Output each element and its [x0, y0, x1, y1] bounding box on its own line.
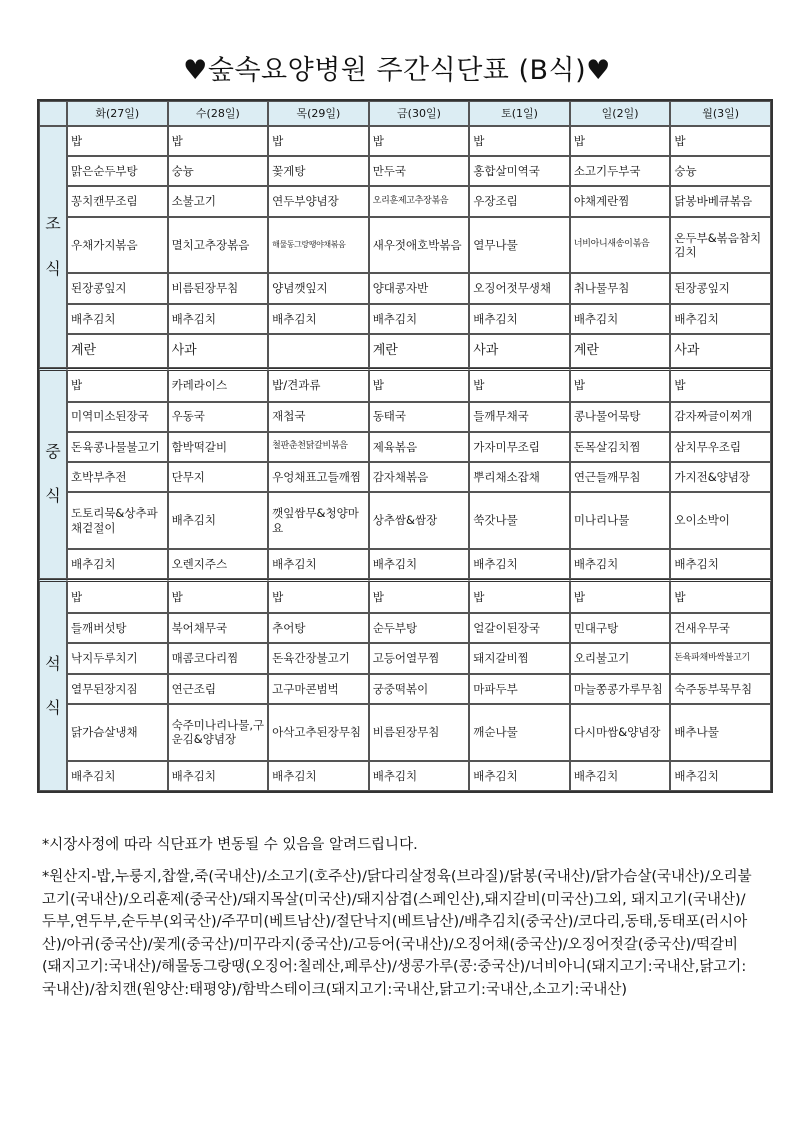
menu-cell: 상추쌈&쌈장	[369, 492, 470, 549]
menu-cell: 비름된장무침	[168, 273, 269, 303]
menu-cell: 소불고기	[168, 186, 269, 216]
menu-cell: 양대콩자반	[369, 273, 470, 303]
menu-cell: 숭늉	[670, 156, 771, 186]
menu-cell	[268, 334, 369, 368]
menu-cell: 오렌지주스	[168, 549, 269, 579]
menu-cell: 고등어열무찜	[369, 643, 470, 673]
table-row	[39, 674, 771, 704]
menu-cell: 배추김치	[268, 304, 369, 334]
menu-cell: 열무나물	[469, 217, 570, 274]
menu-cell: 깨순나물	[469, 704, 570, 761]
menu-cell: 순두부탕	[369, 613, 470, 643]
meal-label	[39, 126, 67, 368]
menu-cell: 꽁치캔무조림	[67, 186, 168, 216]
menu-cell: 감자채볶음	[369, 462, 470, 492]
menu-cell: 계란	[369, 334, 470, 368]
menu-cell: 해물동그랑땡야채볶음	[268, 217, 369, 274]
menu-cell: 사과	[469, 334, 570, 368]
meal-label-char: 식	[45, 258, 61, 278]
menu-cell: 만두국	[369, 156, 470, 186]
menu-cell: 들깨무채국	[469, 402, 570, 432]
table-row	[39, 643, 771, 673]
menu-cell: 가자미무조림	[469, 432, 570, 462]
menu-cell: 깻잎쌈무&청양마요	[268, 492, 369, 549]
day-header: 금(30일)	[369, 101, 470, 126]
table-row	[39, 432, 771, 462]
menu-cell: 콩나물어묵탕	[570, 402, 671, 432]
menu-cell: 아삭고추된장무침	[268, 704, 369, 761]
menu-cell: 단무지	[168, 462, 269, 492]
menu-cell: 배추김치	[268, 761, 369, 791]
table-row	[39, 579, 771, 613]
table-row	[39, 368, 771, 402]
menu-cell: 매콤코다리찜	[168, 643, 269, 673]
menu-cell: 마파두부	[469, 674, 570, 704]
menu-cell: 비름된장무침	[369, 704, 470, 761]
menu-cell: 닭봉바베큐볶음	[670, 186, 771, 216]
table-row	[39, 704, 771, 761]
day-header: 화(27일)	[67, 101, 168, 126]
menu-cell: 동태국	[369, 402, 470, 432]
menu-cell: 밥	[469, 126, 570, 156]
menu-cell: 꽃게탕	[268, 156, 369, 186]
menu-cell: 오리훈제고추장볶음	[369, 186, 470, 216]
notes	[42, 834, 754, 1011]
menu-cell: 돈육콩나물불고기	[67, 432, 168, 462]
menu-cell: 배추김치	[570, 304, 671, 334]
menu-cell: 북어채무국	[168, 613, 269, 643]
menu-cell: 사과	[168, 334, 269, 368]
menu-cell: 돈육간장불고기	[268, 643, 369, 673]
table-row	[39, 402, 771, 432]
menu-cell: 배추김치	[469, 761, 570, 791]
menu-cell: 배추김치	[670, 304, 771, 334]
menu-cell: 취나물무침	[570, 273, 671, 303]
day-header: 수(28일)	[168, 101, 269, 126]
menu-cell: 된장콩잎지	[67, 273, 168, 303]
menu-cell: 밥	[168, 126, 269, 156]
menu-cell: 밥	[670, 126, 771, 156]
menu-cell: 밥	[369, 368, 470, 402]
menu-cell: 미나리나물	[570, 492, 671, 549]
table-row	[39, 462, 771, 492]
menu-cell: 돈목살김치찜	[570, 432, 671, 462]
menu-cell: 열무된장지짐	[67, 674, 168, 704]
menu-cell: 밥	[67, 579, 168, 613]
menu-cell: 제육볶음	[369, 432, 470, 462]
table-row	[39, 334, 771, 368]
menu-cell: 밥	[369, 126, 470, 156]
menu-cell: 야채계란찜	[570, 186, 671, 216]
menu-cell: 배추김치	[369, 761, 470, 791]
menu-cell: 가지전&양념장	[670, 462, 771, 492]
menu-cell: 밥	[670, 368, 771, 402]
weekly-menu-table	[37, 99, 773, 793]
menu-cell: 궁중떡볶이	[369, 674, 470, 704]
menu-cell: 쑥갓나물	[469, 492, 570, 549]
table-row	[39, 492, 771, 549]
menu-cell: 재첩국	[268, 402, 369, 432]
menu-cell: 돼지갈비찜	[469, 643, 570, 673]
menu-cell: 밥	[570, 579, 671, 613]
menu-cell: 배추김치	[268, 549, 369, 579]
menu-cell: 호박부추전	[67, 462, 168, 492]
meal-label	[39, 368, 67, 580]
menu-cell: 소고기두부국	[570, 156, 671, 186]
menu-cell: 배추김치	[670, 761, 771, 791]
menu-cell: 철판춘천닭갈비볶음	[268, 432, 369, 462]
menu-cell: 추어탕	[268, 613, 369, 643]
table-row	[39, 304, 771, 334]
meal-label	[39, 579, 67, 791]
meal-label-char: 석	[45, 653, 61, 673]
menu-cell: 계란	[67, 334, 168, 368]
menu-cell: 숙주미나리나물,구운김&양념장	[168, 704, 269, 761]
menu-cell: 미역미소된장국	[67, 402, 168, 432]
menu-cell: 배추김치	[67, 761, 168, 791]
menu-cell: 우채가지볶음	[67, 217, 168, 274]
menu-cell: 배추김치	[369, 304, 470, 334]
menu-cell: 밥	[570, 126, 671, 156]
menu-cell: 너비아니새송이볶음	[570, 217, 671, 274]
meal-label-char: 식	[45, 698, 61, 718]
menu-cell: 우엉채표고들깨찜	[268, 462, 369, 492]
menu-cell: 밥/견과류	[268, 368, 369, 402]
menu-cell: 고구마콘범벅	[268, 674, 369, 704]
table-row	[39, 761, 771, 791]
origin-text: *원산지-밥,누룽지,찹쌀,죽(국내산)/소고기(호주산)/닭다리살정육(브라질)/닭봉(국내산)/닭가슴살(국내산)/오리불고기(국내산)/오리훈제(중국산)/돼지목살(미국산)/돼지삼겹(스페인산),돼지갈비(미국산)그외, 돼지고기(국내산)/두부,연두부,순두부(외국산)/주꾸미(베트남산)/절단낙지(베트남산)/배추김치(중국산)/코다리,동태,동태포(러시아산)/아귀(중국산)/꽃게(중국산)/미꾸라지(중국산)/고등어(국내산)/오징어채(중국산)/오징어젓갈(중국산)/떡갈비(돼지고기:국내산)/해물동그랑땡(오징어:칠레산,페루산)/생콩가루(콩:중국산)/너비아니(돼지고기:국내산,닭고기:국내산)/참치캔(원양산:태평양)/함박스테이크(돼지고기:국내산,닭고기:국내산,소고기:국내산)	[42, 869, 752, 998]
menu-cell: 배추김치	[67, 549, 168, 579]
page-title: ♥숲속요양병원 주간식단표 (B식)♥	[183, 55, 611, 86]
menu-cell: 배추김치	[168, 304, 269, 334]
menu-cell: 밥	[67, 126, 168, 156]
menu-cell: 돈육파채바싹불고기	[670, 643, 771, 673]
menu-cell: 온두부&볶음참치김치	[670, 217, 771, 274]
menu-cell: 숭늉	[168, 156, 269, 186]
day-header: 목(29일)	[268, 101, 369, 126]
menu-cell: 삼치무우조림	[670, 432, 771, 462]
table-row	[39, 273, 771, 303]
table-row	[39, 186, 771, 216]
menu-cell: 오징어젓무생채	[469, 273, 570, 303]
day-header: 월(3일)	[670, 101, 771, 126]
table-row	[39, 217, 771, 274]
menu-cell: 배추김치	[570, 549, 671, 579]
menu-cell: 밥	[469, 579, 570, 613]
menu-cell: 밥	[570, 368, 671, 402]
day-header-row	[39, 101, 771, 126]
table-row	[39, 549, 771, 579]
day-header: 일(2일)	[570, 101, 671, 126]
menu-cell: 오리불고기	[570, 643, 671, 673]
menu-cell: 얼갈이된장국	[469, 613, 570, 643]
menu-cell: 멸치고추장볶음	[168, 217, 269, 274]
menu-cell: 밥	[369, 579, 470, 613]
menu-cell: 배추김치	[469, 304, 570, 334]
menu-cell: 감자짜글이찌개	[670, 402, 771, 432]
menu-cell: 카레라이스	[168, 368, 269, 402]
menu-cell: 숙주동부묵무침	[670, 674, 771, 704]
menu-cell: 건새우무국	[670, 613, 771, 643]
menu-cell: 연근조림	[168, 674, 269, 704]
menu-cell: 배추나물	[670, 704, 771, 761]
menu-cell: 양념깻잎지	[268, 273, 369, 303]
menu-cell: 낙지두루치기	[67, 643, 168, 673]
menu-cell: 배추김치	[670, 549, 771, 579]
menu-cell: 오이소박이	[670, 492, 771, 549]
menu-cell: 계란	[570, 334, 671, 368]
menu-cell: 새우젓애호박볶음	[369, 217, 470, 274]
menu-cell: 밥	[469, 368, 570, 402]
menu-cell: 밥	[268, 579, 369, 613]
meal-label-char: 중	[45, 442, 61, 462]
menu-cell: 배추김치	[570, 761, 671, 791]
menu-cell: 배추김치	[168, 492, 269, 549]
table-row	[39, 613, 771, 643]
notice-text: *시장사정에 따라 식단표가 변동될 수 있음을 알려드립니다.	[42, 837, 418, 853]
table-row	[39, 156, 771, 186]
menu-cell: 배추김치	[67, 304, 168, 334]
menu-cell: 연근들깨무침	[570, 462, 671, 492]
menu-cell: 밥	[670, 579, 771, 613]
menu-cell: 밥	[268, 126, 369, 156]
menu-cell: 된장콩잎지	[670, 273, 771, 303]
menu-cell: 사과	[670, 334, 771, 368]
header-corner	[39, 101, 67, 126]
menu-body	[39, 126, 771, 791]
menu-cell: 마늘쫑콩가루무침	[570, 674, 671, 704]
menu-cell: 연두부양념장	[268, 186, 369, 216]
menu-cell: 닭가슴살냉채	[67, 704, 168, 761]
menu-cell: 밥	[168, 579, 269, 613]
menu-cell: 민대구탕	[570, 613, 671, 643]
menu-cell: 우동국	[168, 402, 269, 432]
table-row	[39, 126, 771, 156]
meal-label-char: 식	[45, 486, 61, 506]
menu-cell: 홍합살미역국	[469, 156, 570, 186]
menu-cell: 도토리묵&상추파채겉절이	[67, 492, 168, 549]
meal-label-char: 조	[45, 214, 61, 234]
menu-cell: 배추김치	[369, 549, 470, 579]
menu-cell: 함박떡갈비	[168, 432, 269, 462]
menu-cell: 맑은순두부탕	[67, 156, 168, 186]
menu-cell: 들깨버섯탕	[67, 613, 168, 643]
menu-cell: 뿌리채소잡채	[469, 462, 570, 492]
day-header: 토(1일)	[469, 101, 570, 126]
menu-cell: 밥	[67, 368, 168, 402]
menu-cell: 배추김치	[469, 549, 570, 579]
menu-cell: 배추김치	[168, 761, 269, 791]
menu-cell: 우장조림	[469, 186, 570, 216]
menu-cell: 다시마쌈&양념장	[570, 704, 671, 761]
